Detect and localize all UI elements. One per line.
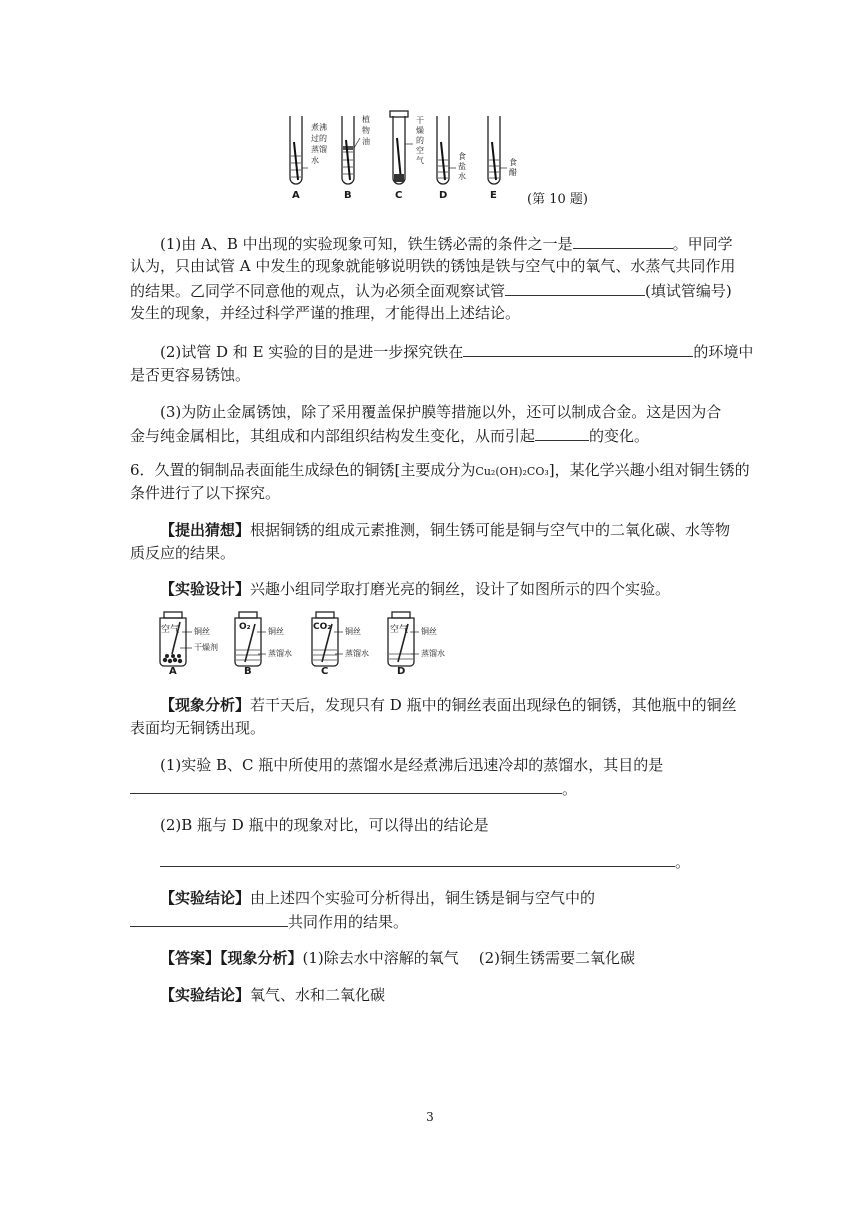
bottle-label-a: A bbox=[169, 666, 177, 677]
answer-blank-5[interactable] bbox=[130, 777, 562, 794]
q6-sub2-line2: 。 bbox=[160, 850, 690, 874]
q6-analysis-line2: 表面均无铜锈出现。 bbox=[130, 719, 266, 737]
q6-intro-line2: 条件进行了以下探究。 bbox=[130, 484, 281, 502]
q5-p2-line2: 是否更容易锈蚀。 bbox=[130, 366, 251, 384]
tube-c-note-4: 空 bbox=[416, 146, 424, 155]
tube-b-note-3: 油 bbox=[362, 137, 370, 146]
bottle-label-c: C bbox=[321, 666, 329, 677]
tube-a-note-4: 水 bbox=[311, 156, 319, 165]
bottle-c-wire-label: 铜丝 bbox=[345, 627, 361, 636]
q5-p1-line3: 的结果。乙同学不同意他的观点，认为必须全面观察试管 (填试管编号) bbox=[130, 279, 732, 303]
q5-p3-line2: 金与纯金属相比，其组成和内部组织结构发生变化，从而引起 的变化。 bbox=[130, 424, 649, 448]
tube-e-note-1: 食 bbox=[509, 158, 517, 167]
bottle-a-gas: 空气 bbox=[161, 625, 180, 635]
tube-c-note-5: 气 bbox=[416, 156, 424, 165]
bottle-a-wire-label: 铜丝 bbox=[194, 627, 210, 636]
q6-guess-line1: 【提出猜想】根据铜锈的组成元素推测，铜生锈可能是铜与空气中的二氧化碳、水等物 bbox=[160, 521, 731, 539]
tube-c-note-2: 燥 bbox=[416, 126, 424, 135]
page-number: 3 bbox=[426, 1110, 434, 1124]
q6-guess-line2: 质反应的结果。 bbox=[130, 544, 236, 562]
tube-c-note-1: 干 bbox=[416, 116, 424, 125]
bottle-b-gas: O₂ bbox=[239, 622, 251, 632]
q5-p2-line1: (2)试管 D 和 E 实验的目的是进一步探究铁在 的环境中 bbox=[160, 340, 753, 364]
tube-label-e: E bbox=[490, 190, 497, 201]
q6-conclusion-line1: 【实验结论】由上述四个实验可分析得出，铜生锈是铜与空气中的 bbox=[160, 889, 596, 907]
tube-a-note-1: 煮沸 bbox=[311, 123, 327, 132]
rust-formula: Cu₂(OH)₂CO₃ bbox=[475, 465, 549, 478]
tube-b-note-1: 植 bbox=[362, 115, 370, 124]
tube-d-note-3: 水 bbox=[458, 172, 466, 181]
tube-e-note-2: 醋 bbox=[509, 168, 517, 177]
q6-conclusion-line2: 共同作用的结果。 bbox=[130, 910, 408, 934]
tube-b-note-2: 物 bbox=[362, 126, 370, 135]
answer-blank-2[interactable] bbox=[505, 279, 645, 296]
bottle-a-desiccant-label: 干燥剂 bbox=[194, 643, 218, 652]
bottle-b-wire-label: 铜丝 bbox=[268, 627, 284, 636]
bottle-b-water-label: 蒸馏水 bbox=[268, 649, 292, 658]
tube-label-d: D bbox=[439, 190, 448, 201]
answer-blank-1[interactable] bbox=[573, 232, 673, 249]
bottle-label-d: D bbox=[397, 666, 406, 677]
tube-a-note-2: 过的 bbox=[311, 134, 327, 143]
answer-blank-7[interactable] bbox=[130, 910, 288, 927]
answer-blank-6[interactable] bbox=[160, 850, 675, 867]
tube-d-note-2: 盐 bbox=[458, 162, 466, 171]
answer-blank-4[interactable] bbox=[535, 424, 589, 441]
figure-caption: (第 10 题) bbox=[527, 192, 588, 207]
tube-label-c: C bbox=[395, 190, 403, 201]
tube-a-note-3: 蒸馏 bbox=[311, 145, 327, 154]
figure-bottles bbox=[150, 610, 480, 678]
bottle-d-wire-label: 铜丝 bbox=[421, 627, 437, 636]
bottle-label-b: B bbox=[244, 666, 252, 677]
q5-p1-line1: (1)由 A、B 中出现的实验现象可知，铁生锈必需的条件之一是 。甲同学 bbox=[160, 232, 733, 256]
q6-intro-line1: 6．久置的铜制品表面能生成绿色的铜锈[主要成分为Cu₂(OH)₂CO₃]，某化学兴趣小组对铜生锈的 bbox=[130, 461, 750, 479]
q6-analysis-line1: 【现象分析】若干天后，发现只有 D 瓶中的铜丝表面出现绿色的铜锈，其他瓶中的铜丝 bbox=[160, 696, 737, 714]
q6-design-line1: 【实验设计】兴趣小组同学取打磨光亮的铜丝，设计了如图所示的四个实验。 bbox=[160, 580, 671, 598]
q6-sub2-line1: (2)B 瓶与 D 瓶中的现象对比，可以得出的结论是 bbox=[160, 816, 489, 834]
tube-label-b: B bbox=[344, 190, 352, 201]
q6-sub1-line1: (1)实验 B、C 瓶中所使用的蒸馏水是经煮沸后迅速冷却的蒸馏水，其目的是 bbox=[160, 756, 664, 774]
answer-blank-3[interactable] bbox=[463, 340, 693, 357]
bottle-d-water-label: 蒸馏水 bbox=[421, 649, 445, 658]
tube-c-note-3: 的 bbox=[416, 136, 424, 145]
figure-test-tubes bbox=[280, 108, 620, 208]
bottle-c-water-label: 蒸馏水 bbox=[345, 649, 369, 658]
tube-d-note-1: 食 bbox=[458, 152, 466, 161]
tube-label-a: A bbox=[292, 190, 300, 201]
answer-line1: 【答案】【现象分析】(1)除去水中溶解的氧气 (2)铜生锈需要二氧化碳 bbox=[160, 949, 636, 967]
bottle-c-gas: CO₂ bbox=[313, 622, 332, 632]
q5-p1-line4: 发生的现象，并经过科学严谨的推理，才能得出上述结论。 bbox=[130, 304, 521, 322]
bottle-d-gas: 空气 bbox=[390, 625, 409, 635]
q5-p1-line2: 认为，只由试管 A 中发生的现象就能够说明铁的锈蚀是铁与空气中的氧气、水蒸气共同作用 bbox=[130, 257, 736, 275]
q6-sub1-line2: 。 bbox=[130, 777, 577, 801]
q5-p3-line1: (3)为防止金属锈蚀，除了采用覆盖保护膜等措施以外，还可以制成合金。这是因为合 bbox=[160, 403, 722, 421]
answer-line2: 【实验结论】氧气、水和二氧化碳 bbox=[160, 986, 386, 1004]
